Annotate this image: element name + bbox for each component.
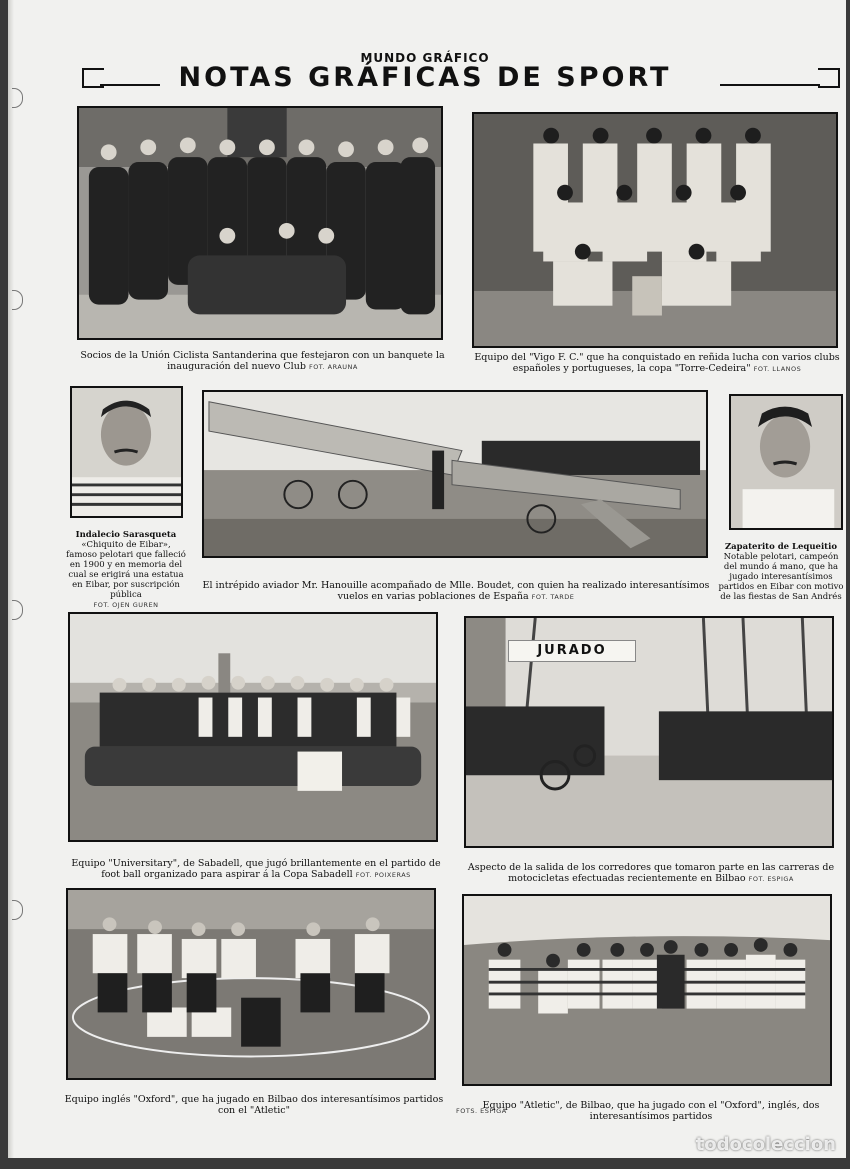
caption-text: Equipo del "Vigo F. C." que ha conquistado en reñida lucha con varios clubs españoles y portugueses, la copa "Torre-Cedeira": [474, 352, 840, 374]
photo-credit: FOT. LLANOS: [753, 365, 802, 373]
photo-credit: FOT. ARAUNA: [308, 363, 358, 371]
person-name: Zapaterito de Lequeitio: [724, 542, 838, 552]
caption-text: Notable pelotari, campeón del mundo á mano, que ha jugado interesantísimos partidos en Eibar con motivo de las fiestas de San Andrés: [718, 552, 844, 602]
photo-zapaterito-lequeitio: [729, 394, 843, 530]
photo-credit: FOT. TARDE: [531, 593, 575, 601]
jurado-banner: JURADO: [508, 640, 636, 662]
magazine-name: MUNDO GRÁFICO: [360, 51, 490, 65]
caption-text: Equipo "Universitary", de Sabadell, que jugó brillantemente en el partido de foot ball organizado para aspirar á la Copa Sabadell: [71, 858, 441, 880]
photo-atletic-bilbao: [462, 894, 832, 1086]
photo-oxford: [66, 888, 436, 1080]
caption-text: Equipo "Atletic", de Bilbao, que ha jugado con el "Oxford", inglés, dos interesantísimos partidos: [482, 1100, 820, 1122]
caption-text: Socios de la Unión Ciclista Santanderina que festejaron con un banquete la inauguración del nuevo Club: [80, 350, 445, 372]
caption-text: Equipo inglés "Oxford", que ha jugado en Bilbao dos interesantísimos partidos con el "Atletic": [64, 1094, 444, 1116]
photo-universitary-sabadell: [68, 612, 438, 842]
caption-oxford: [62, 1094, 507, 1116]
photo-indalecio-sarasqueta: [70, 386, 183, 518]
person-name: Indalecio Sarasqueta: [75, 530, 177, 540]
caption-vigo-fc: [472, 352, 842, 375]
caption-atletic-bilbao: [466, 1100, 836, 1122]
photo-credit: FOT. OJEN GUREN: [93, 601, 159, 609]
caption-zapaterito-lequeitio: [718, 542, 844, 602]
photo-union-ciclista: [77, 106, 443, 340]
page-spine: [8, 0, 14, 1158]
caption-text: El intrépido aviador Mr. Hanouille acompañado de Mlle. Boudet, con quien ha realizado interesantísimos vuelos en varias poblaciones de España: [202, 580, 710, 602]
caption-indalecio-sarasqueta: [66, 530, 186, 610]
ornament-right: [818, 68, 840, 88]
photo-credit: FOTS. ESPIGA: [456, 1107, 507, 1115]
caption-motocicletas-bilbao: [464, 862, 838, 885]
caption-aviador-hanouille: [186, 580, 726, 603]
photo-vigo-fc: [472, 112, 838, 348]
photo-credit: FOT. POIXERAS: [355, 871, 411, 879]
photo-credit: FOT. ESPIGA: [748, 875, 794, 883]
caption-text: «Chiquito de Eibar», famoso pelotari que falleció en 1900 y en memoria del cual se erigirá una estatua en Eibar, por suscripción pública: [66, 540, 186, 600]
page-title: NOTAS GRÁFICAS DE SPORT: [178, 62, 672, 93]
title-rule-right: [720, 84, 820, 86]
watermark: todocoleccion: [695, 1134, 836, 1155]
caption-text: Aspecto de la salida de los corredores que tomaron parte en las carreras de motocicletas efectuadas recientemente en Bilbao: [467, 862, 835, 884]
caption-universitary-sabadell: [66, 858, 446, 881]
photo-aviador-hanouille: [202, 390, 708, 558]
caption-union-ciclista: [80, 350, 445, 373]
